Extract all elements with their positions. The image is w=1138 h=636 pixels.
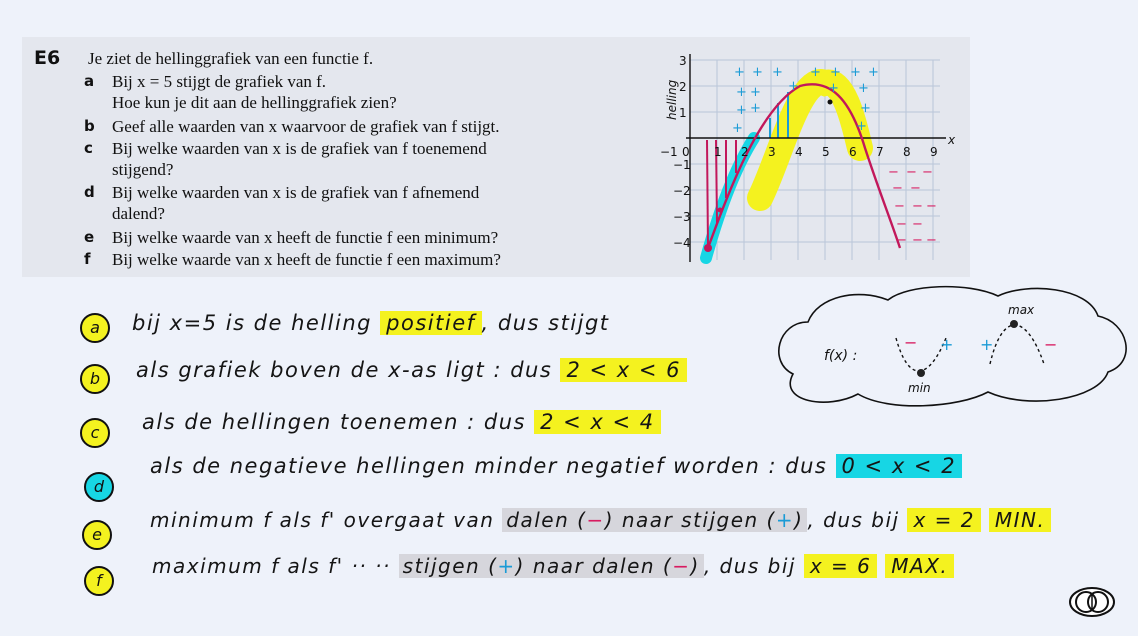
svg-text:−: − <box>926 233 937 248</box>
question-a <box>84 71 604 113</box>
x-tick: 5 <box>822 145 830 159</box>
question-e <box>84 227 604 248</box>
svg-text:+: + <box>752 65 763 80</box>
question-text: Bij welke waarden van x is de grafiek van f afnemend dalend? <box>112 183 480 223</box>
svg-text:+: + <box>856 119 867 134</box>
svg-text:+: + <box>830 65 841 80</box>
answer-letter: f <box>84 566 114 596</box>
x-tick: 2 <box>741 145 749 159</box>
point-x1 <box>718 208 723 213</box>
question-d <box>84 182 604 224</box>
min-minus-sign: − <box>904 333 918 352</box>
min-plus-sign: + <box>940 335 954 354</box>
question-text: Bij welke waarde van x heeft de functie f een minimum? <box>112 228 499 247</box>
svg-text:+: + <box>860 101 871 116</box>
y-tick: −1 <box>673 158 691 172</box>
svg-text:−: − <box>892 181 903 196</box>
answer-letter: c <box>80 418 110 448</box>
x-tick: 3 <box>768 145 776 159</box>
answer-text: maximum f als f' ·· ·· stijgen (+) naar dalen (−) , dus bij x = 6 MAX. <box>152 554 954 578</box>
y-axis-label: helling <box>665 79 679 120</box>
question-text: Bij welke waarde van x heeft de functie f een maximum? <box>112 250 501 269</box>
curve-start-point <box>704 244 712 252</box>
max-plus-sign: + <box>980 335 994 354</box>
answer-text: als grafiek boven de x-as ligt : dus 2 < x < 6 <box>136 358 687 382</box>
svg-text:−: − <box>888 165 899 180</box>
svg-text:+: + <box>732 121 743 136</box>
svg-text:−: − <box>912 199 923 214</box>
yellow-highlight <box>760 82 860 198</box>
slope-graph <box>650 48 970 268</box>
svg-text:+: + <box>828 81 839 96</box>
max-point <box>1010 320 1018 328</box>
question-letter: f <box>84 250 91 268</box>
svg-text:−: − <box>906 165 917 180</box>
question-letter: a <box>84 72 95 90</box>
svg-text:−: − <box>896 233 907 248</box>
y-tick: −3 <box>673 210 691 224</box>
question-text: Geef alle waarden van x waarvoor de grafiek van f stijgt. <box>112 117 500 136</box>
max-minus-sign: − <box>1044 335 1058 354</box>
x-tick: 8 <box>903 145 911 159</box>
x-tick: 1 <box>714 145 722 159</box>
svg-text:+: + <box>858 81 869 96</box>
min-point <box>917 369 925 377</box>
answer-letter: b <box>80 364 110 394</box>
svg-text:+: + <box>810 65 821 80</box>
svg-text:+: + <box>734 65 745 80</box>
question-f <box>84 249 604 270</box>
question-letter: e <box>84 228 95 246</box>
x-axis-label: x <box>948 133 956 147</box>
y-tick: 2 <box>679 80 687 94</box>
svg-text:−: − <box>912 233 923 248</box>
svg-text:−: − <box>912 217 923 232</box>
x-tick: 6 <box>849 145 857 159</box>
svg-text:−: − <box>922 165 933 180</box>
svg-text:−: − <box>926 199 937 214</box>
exercise-number: E6 <box>34 47 61 69</box>
answer-text: als de hellingen toenemen : dus 2 < x < 4 <box>142 410 661 434</box>
answer-text: minimum f als f' overgaat van dalen (−) naar stijgen (+) , dus bij x = 2 MIN. <box>150 508 1051 532</box>
answer-letter: a <box>80 313 110 343</box>
exercise-intro: Je ziet de hellinggrafiek van een functie f. <box>88 49 374 68</box>
question-letter: c <box>84 139 93 157</box>
y-tick: −4 <box>673 236 691 250</box>
max-parabola <box>990 325 1044 364</box>
x-tick: 0 <box>682 145 690 159</box>
answer-text: bij x=5 is de helling positief , dus stijgt <box>132 311 610 335</box>
y-tick: 3 <box>679 54 687 68</box>
svg-text:+: + <box>788 79 799 94</box>
answer-letter: d <box>84 472 114 502</box>
svg-text:−: − <box>894 199 905 214</box>
svg-text:+: + <box>868 65 879 80</box>
svg-text:+: + <box>736 85 747 100</box>
svg-text:+: + <box>850 65 861 80</box>
x-tick: 9 <box>930 145 938 159</box>
x-tick: 7 <box>876 145 884 159</box>
y-tick: −2 <box>673 184 691 198</box>
fx-label: f(x) : <box>824 348 858 364</box>
max-label: max <box>1008 303 1035 317</box>
min-label: min <box>908 381 931 395</box>
x-tick: −1 <box>660 145 678 159</box>
point-x5 <box>828 100 833 105</box>
svg-text:+: + <box>772 65 783 80</box>
minus-annotations <box>888 165 937 248</box>
svg-text:−: − <box>910 181 921 196</box>
x-tick: 4 <box>795 145 803 159</box>
question-b <box>84 116 604 137</box>
svg-text:−: − <box>896 217 907 232</box>
app-logo-icon <box>1068 584 1116 620</box>
question-letter: d <box>84 183 95 201</box>
y-tick: 1 <box>679 106 687 120</box>
answer-letter: e <box>82 520 112 550</box>
svg-text:+: + <box>736 103 747 118</box>
svg-text:+: + <box>750 101 761 116</box>
min-max-cloud <box>768 282 1134 412</box>
question-c <box>84 138 604 180</box>
question-letter: b <box>84 117 95 135</box>
question-text: Bij welke waarden van x is de grafiek van f toenemend stijgend? <box>112 139 487 179</box>
answer-text: als de negatieve hellingen minder negatief worden : dus 0 < x < 2 <box>150 454 962 478</box>
svg-text:+: + <box>750 85 761 100</box>
question-text: Bij x = 5 stijgt de grafiek van f. Hoe kun je dit aan de hellinggrafiek zien? <box>112 72 397 112</box>
